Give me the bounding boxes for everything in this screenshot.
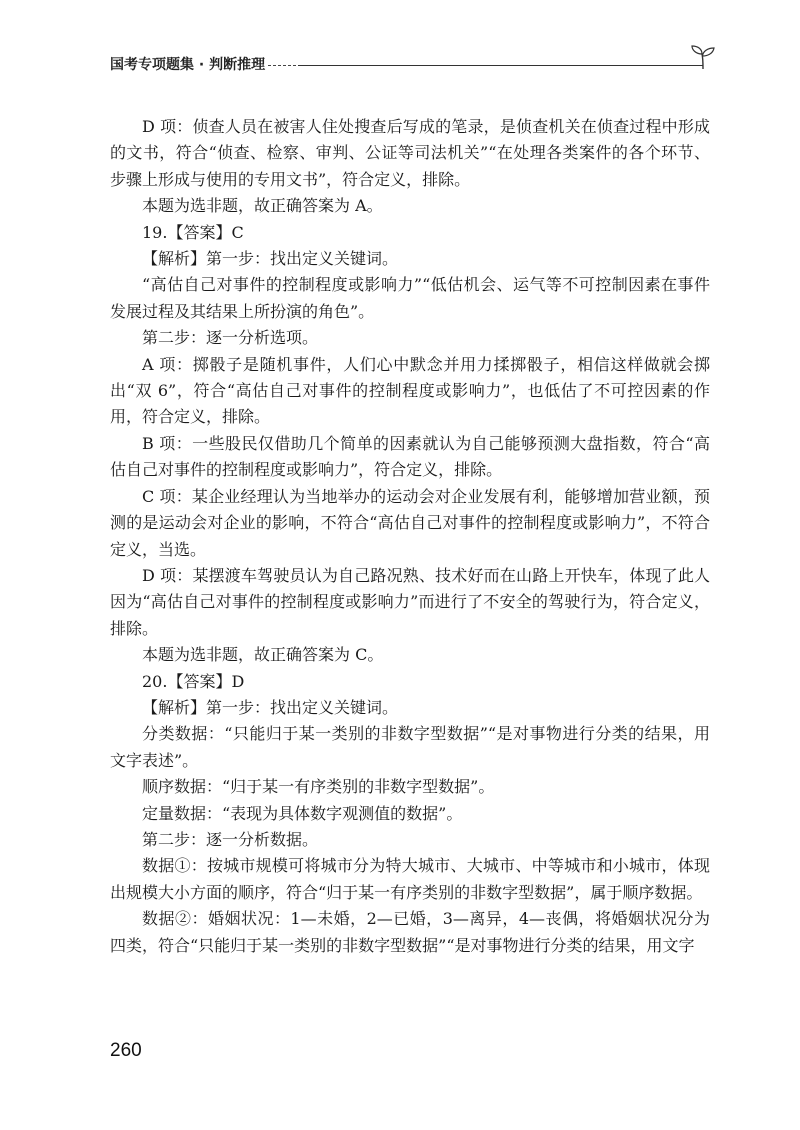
header-dashed-rule [268, 65, 296, 66]
data-1-analysis: 数据①：按城市规模可将城市分为特大城市、大城市、中等城市和小城市，体现出规模大小方面的顺序，符合“归于某一有序类别的非数字型数据”，属于顺序数据。 [110, 856, 710, 902]
option-c-19: C 项：某企业经理认为当地举办的运动会对企业发展有利，能够增加营业额，预测的是运动会对企业的影响，不符合“高估自己对事件的控制程度或影响力”，不符合定义，当选。 [110, 486, 710, 559]
answer-20: 20.【答案】D [142, 671, 245, 691]
analysis-20-step2: 第二步：逐一分析数据。 [142, 829, 319, 849]
definition-categorical: 分类数据：“只能归于某一类别的非数字型数据”“是对事物进行分类的结果，用文字表述”。 [110, 724, 710, 770]
running-header [110, 50, 715, 80]
option-a-19: A 项：掷骰子是随机事件，人们心中默念并用力揉掷骰子，相信这样做就会掷出“双 6”，符合“高估自己对事件的控制程度或影响力”，也低估了不可控因素的作用，符合定义，排除。 [110, 354, 710, 427]
conclusion-19: 本题为选非题，故正确答案为 C。 [142, 645, 384, 665]
option-d-19: D 项：某摆渡车驾驶员认为自己路况熟、技术好而在山路上开快车，体现了此人因为“高估自己对事件的控制程度或影响力”而进行了不安全的驾驶行为，符合定义，排除。 [110, 565, 710, 638]
sprout-icon [690, 44, 716, 70]
keywords-19: “高估自己对事件的控制程度或影响力”“低估机会、运气等不可控制因素在事件发展过程及其结果上所扮演的角色”。 [110, 275, 710, 321]
definition-ordinal: 顺序数据：“归于某一有序类别的非数字型数据”。 [142, 777, 495, 797]
page-number: 260 [110, 1040, 142, 1061]
analysis-20-step1: 【解析】第一步：找出定义关键词。 [142, 697, 399, 717]
page-body [110, 114, 710, 959]
header-rule [298, 65, 703, 66]
analysis-19-step2: 第二步：逐一分析选项。 [142, 328, 319, 348]
conclusion-18: 本题为选非题，故正确答案为 A。 [142, 196, 383, 216]
option-b-19: B 项：一些股民仅借助几个简单的因素就认为自己能够预测大盘指数，符合“高估自己对事件的控制程度或影响力”，符合定义，排除。 [110, 433, 710, 480]
answer-19: 19.【答案】C [142, 222, 244, 242]
option-d-analysis: D 项：侦查人员在被害人住处搜查后写成的笔录，是侦查机关在侦查过程中形成的文书，符合“侦查、检察、审判、公证等司法机关”“在处理各类案件的各个环节、步骤上形成与使用的专用文书”，符合定义，排除。 [110, 117, 710, 189]
analysis-19-step1: 【解析】第一步：找出定义关键词。 [142, 249, 399, 269]
running-header-title: 国考专项题集 · 判断推理 [110, 57, 266, 73]
definition-quantitative: 定量数据：“表现为具体数字观测值的数据”。 [142, 803, 463, 823]
data-2-analysis: 数据②：婚姻状况：1—未婚，2—已婚，3—离异，4—丧偶，将婚姻状况分为四类，符合“只能归于某一类别的非数字型数据”“是对事物进行分类的结果，用文字 [110, 909, 710, 955]
